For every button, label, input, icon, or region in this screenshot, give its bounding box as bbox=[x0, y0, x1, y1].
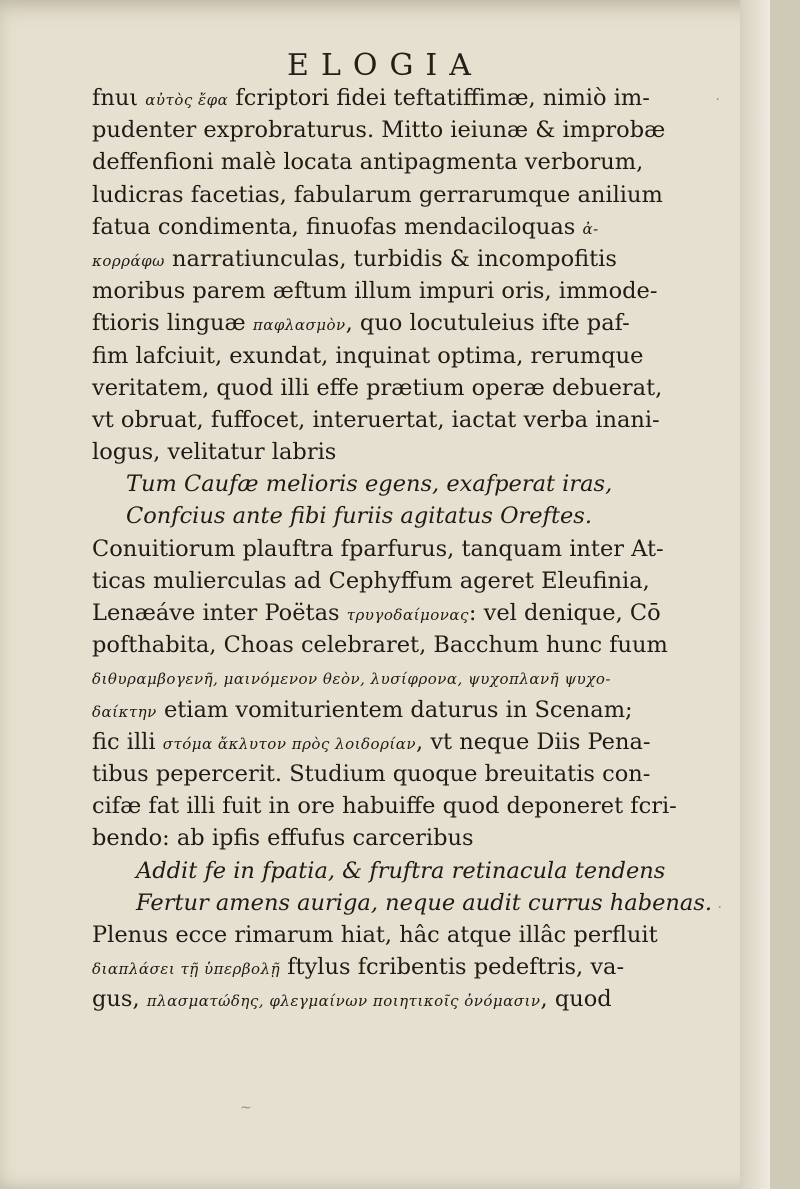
latin-text: narratiunculas, turbidis & incompofitis bbox=[164, 245, 617, 272]
verse-line bbox=[92, 887, 727, 919]
verse-line bbox=[92, 468, 727, 500]
latin-text: etiam vomiturientem daturus in Scenam; bbox=[156, 696, 633, 723]
greek-phrase: ἀ- bbox=[582, 219, 599, 238]
text-line bbox=[92, 790, 727, 822]
latin-text: : vel denique, Cō bbox=[468, 600, 661, 626]
text-line bbox=[92, 597, 727, 629]
text-line bbox=[92, 694, 727, 726]
latin-text: , quod bbox=[540, 986, 612, 1013]
text-line bbox=[92, 951, 727, 983]
latin-text: fnuι bbox=[92, 85, 146, 111]
latin-text: deffenfioni malè locata antipagmenta verborum, bbox=[92, 149, 644, 176]
latin-text: Tum Caufæ melioris egens, exafperat iras, bbox=[126, 471, 613, 498]
text-line bbox=[92, 565, 727, 597]
text-line bbox=[92, 758, 727, 790]
text-line bbox=[92, 822, 727, 854]
latin-text: gus, bbox=[92, 986, 147, 1013]
latin-text: moribus parem æftum illum impuri oris, immode- bbox=[92, 278, 658, 305]
text-line bbox=[92, 533, 727, 565]
text-line bbox=[92, 436, 727, 468]
latin-text: ftylus fcribentis pedeftris, va- bbox=[280, 954, 625, 981]
text-line bbox=[92, 340, 727, 372]
latin-text: fim lafciuit, exundat, inquinat optima, rerumque bbox=[92, 342, 644, 369]
latin-text: Confcius ante fibi furiis agitatus Oreftes. bbox=[126, 503, 593, 530]
verse-line bbox=[92, 500, 727, 532]
latin-text: , quo locutuleius ifte paf- bbox=[345, 310, 630, 337]
verse-line bbox=[92, 855, 727, 887]
latin-text: Plenus ecce rimarum hiat, hâc atque illâc perfluit bbox=[92, 921, 658, 948]
latin-text: veritatem, quod illi effe prætium operæ debuerat, bbox=[92, 374, 663, 401]
text-line bbox=[92, 629, 727, 661]
text-line bbox=[92, 983, 727, 1015]
ink-mark: ~ bbox=[240, 1100, 252, 1116]
latin-text: fatua condimenta, finuofas mendaciloquas bbox=[92, 213, 583, 240]
text-line bbox=[92, 726, 727, 758]
greek-phrase: παφλασμὸν bbox=[252, 316, 346, 335]
text-line bbox=[92, 243, 727, 275]
text-line bbox=[92, 404, 727, 436]
text-line bbox=[92, 919, 727, 951]
greek-phrase: αὐτὸς ἔφα bbox=[145, 91, 229, 109]
latin-text: ludicras facetias, fabularum gerrarumque anilium bbox=[92, 181, 663, 208]
margin-mark: · bbox=[717, 900, 722, 916]
latin-text: logus, velitatur labris bbox=[92, 439, 337, 466]
running-header: ELOGIA bbox=[287, 48, 483, 83]
latin-text: tibus pepercerit. Studium quoque breuitatis con- bbox=[92, 760, 651, 787]
text-block bbox=[92, 82, 727, 1015]
latin-text: Lenæáve inter Poëtas bbox=[92, 600, 347, 626]
text-line bbox=[92, 179, 727, 211]
latin-text: vt obruat, fuffocet, interuertat, iactat verba inani- bbox=[92, 406, 660, 433]
latin-text: ftioris linguæ bbox=[92, 310, 253, 337]
greek-phrase: διθυραμβογενῆ, μαινόμενον θεὸν, λυσίφρονα, ψυχοπλανῆ ψυχο- bbox=[92, 670, 611, 689]
greek-phrase: πλασματώδης, φλεγμαίνων ποιητικοῖς ὀνόμασιν bbox=[146, 992, 541, 1011]
greek-phrase: διαπλάσει τῇ ὑπερβολῇ bbox=[92, 960, 281, 979]
latin-text: Conuitiorum plauftra fparfurus, tanquam inter At- bbox=[92, 535, 664, 562]
latin-text: , vt neque Diis Pena- bbox=[416, 728, 651, 755]
text-line bbox=[92, 146, 727, 178]
latin-text: cifæ fat illi fuit in ore habuiffe quod deponeret fcri- bbox=[92, 793, 677, 820]
latin-text: Addit fe in fpatia, & fruftra retinacula tendens bbox=[136, 857, 666, 884]
latin-text: fic illi bbox=[92, 728, 163, 755]
margin-mark: · bbox=[715, 92, 720, 108]
latin-text: Fertur amens auriga, neque audit currus habenas. bbox=[136, 889, 713, 916]
page-edge bbox=[740, 0, 770, 1189]
greek-phrase: κορράφω bbox=[92, 251, 165, 270]
greek-phrase: στόμα ἄκλυτον πρὸς λοιδορίαν bbox=[162, 734, 417, 753]
text-line bbox=[92, 275, 727, 307]
greek-phrase: τρυγοδαίμονας bbox=[346, 606, 469, 624]
latin-text: bendo: ab ipfis effufus carceribus bbox=[92, 825, 474, 852]
text-line bbox=[92, 307, 727, 339]
text-line bbox=[92, 372, 727, 404]
text-line bbox=[92, 661, 727, 693]
latin-text: pofthabita, Choas celebraret, Bacchum hunc fuum bbox=[92, 632, 668, 659]
text-line bbox=[92, 114, 727, 146]
greek-phrase: δαίκτην bbox=[92, 702, 157, 721]
text-line bbox=[92, 82, 727, 114]
latin-text: fcriptori fidei teftatiffimæ, nimiò im- bbox=[228, 85, 650, 111]
latin-text: ticas mulierculas ad Cephyffum ageret Eleufinia, bbox=[92, 567, 650, 594]
text-line bbox=[92, 211, 727, 243]
latin-text: pudenter exprobraturus. Mitto ieiunæ & improbæ bbox=[92, 117, 666, 144]
